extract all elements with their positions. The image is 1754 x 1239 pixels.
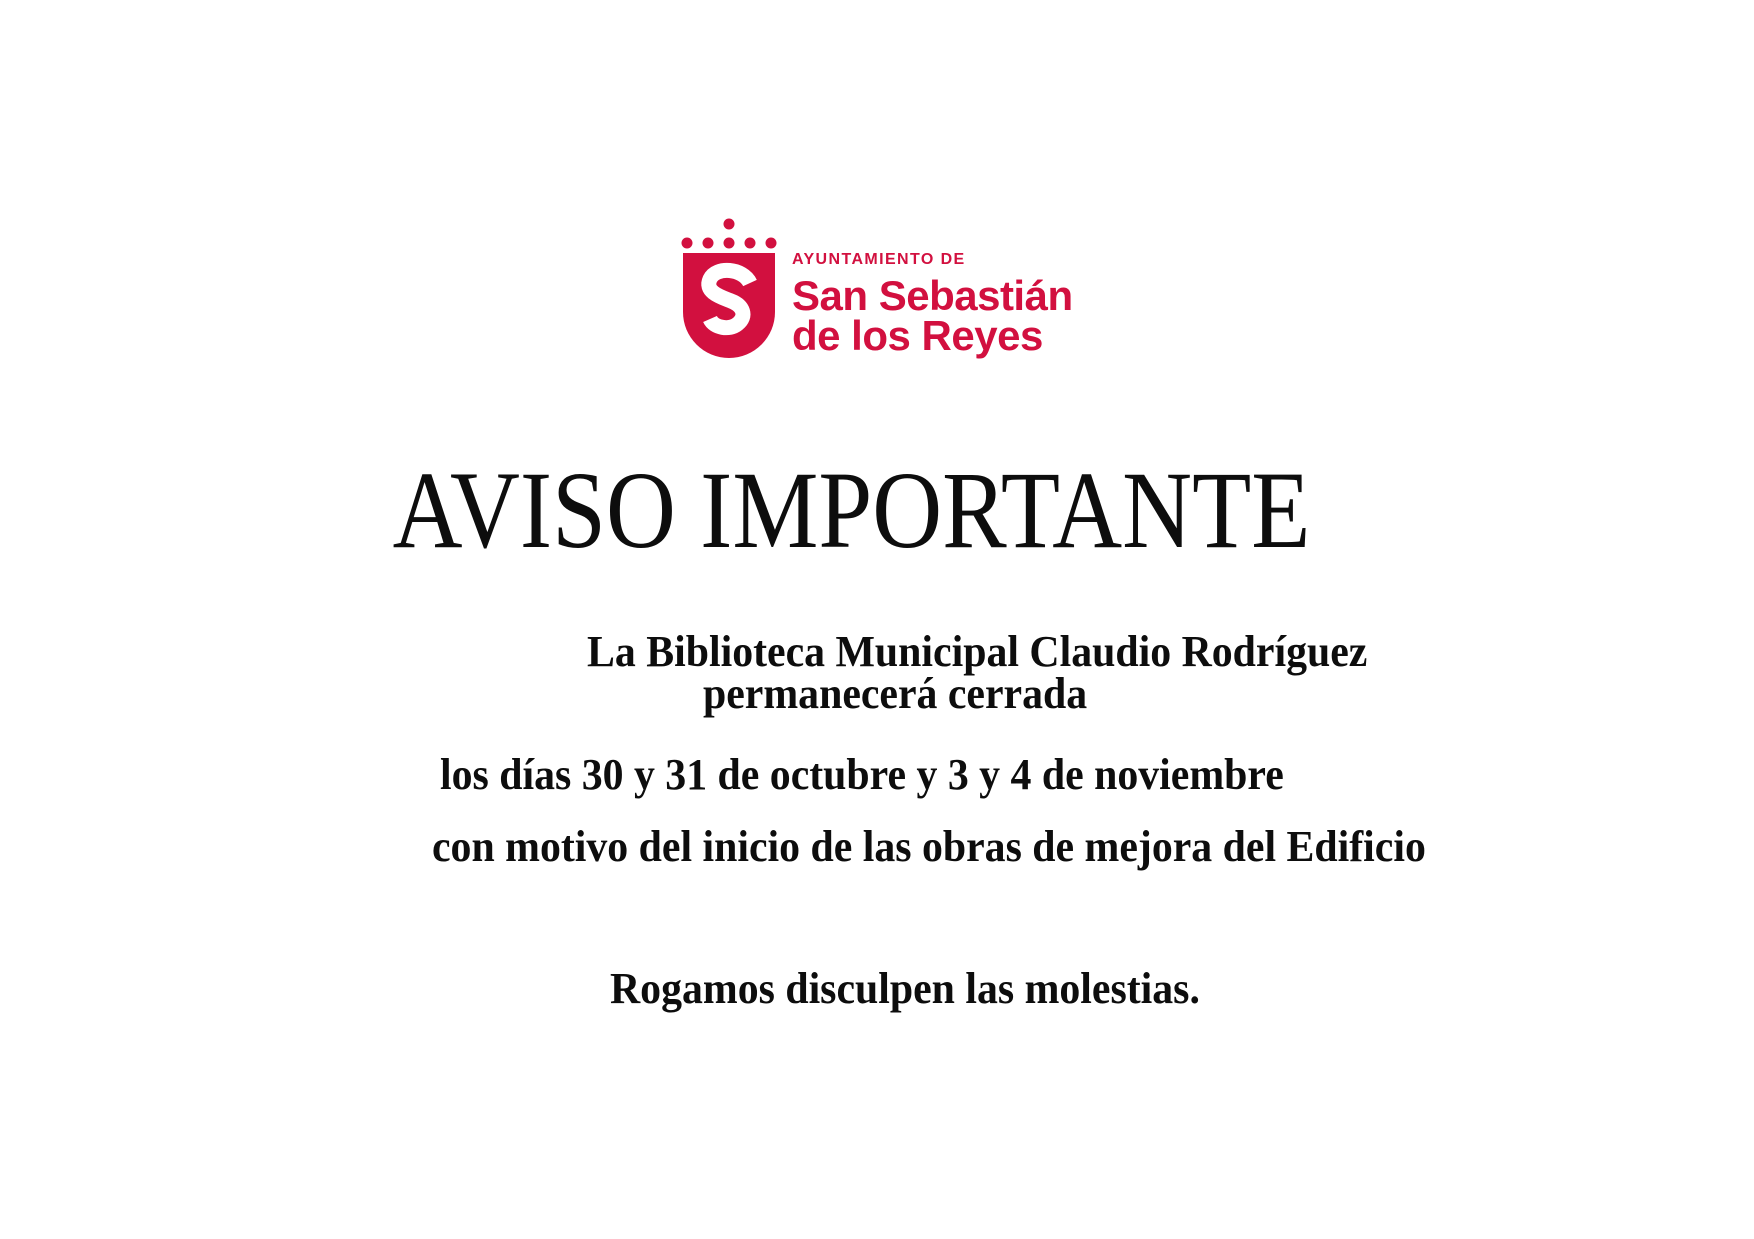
notice-apology-line: Rogamos disculpen las molestias. — [610, 964, 1200, 1013]
notice-paragraph1-line2: permanecerá cerrada — [703, 669, 1088, 718]
notice-paragraph1-line1: La Biblioteca Municipal Claudio Rodríguez — [587, 627, 1368, 676]
notice-title — [0, 449, 1728, 571]
org-name — [792, 272, 1073, 359]
notice-reason-line: con motivo del inicio de las obras de mejora del Edificio — [432, 822, 1426, 871]
shield-crown-s-icon — [683, 217, 775, 358]
org-prefix-label: AYUNTAMIENTO DE — [792, 251, 966, 268]
org-name-line1: San Sebastián — [792, 272, 1073, 319]
org-name-line2: de los Reyes — [792, 312, 1043, 359]
crown-dots — [682, 219, 777, 249]
notice-dates-line: los días 30 y 31 de octubre y 3 y 4 de noviembre — [440, 750, 1284, 799]
notice-title-text: AVISO IMPORTANTE — [392, 449, 1310, 571]
